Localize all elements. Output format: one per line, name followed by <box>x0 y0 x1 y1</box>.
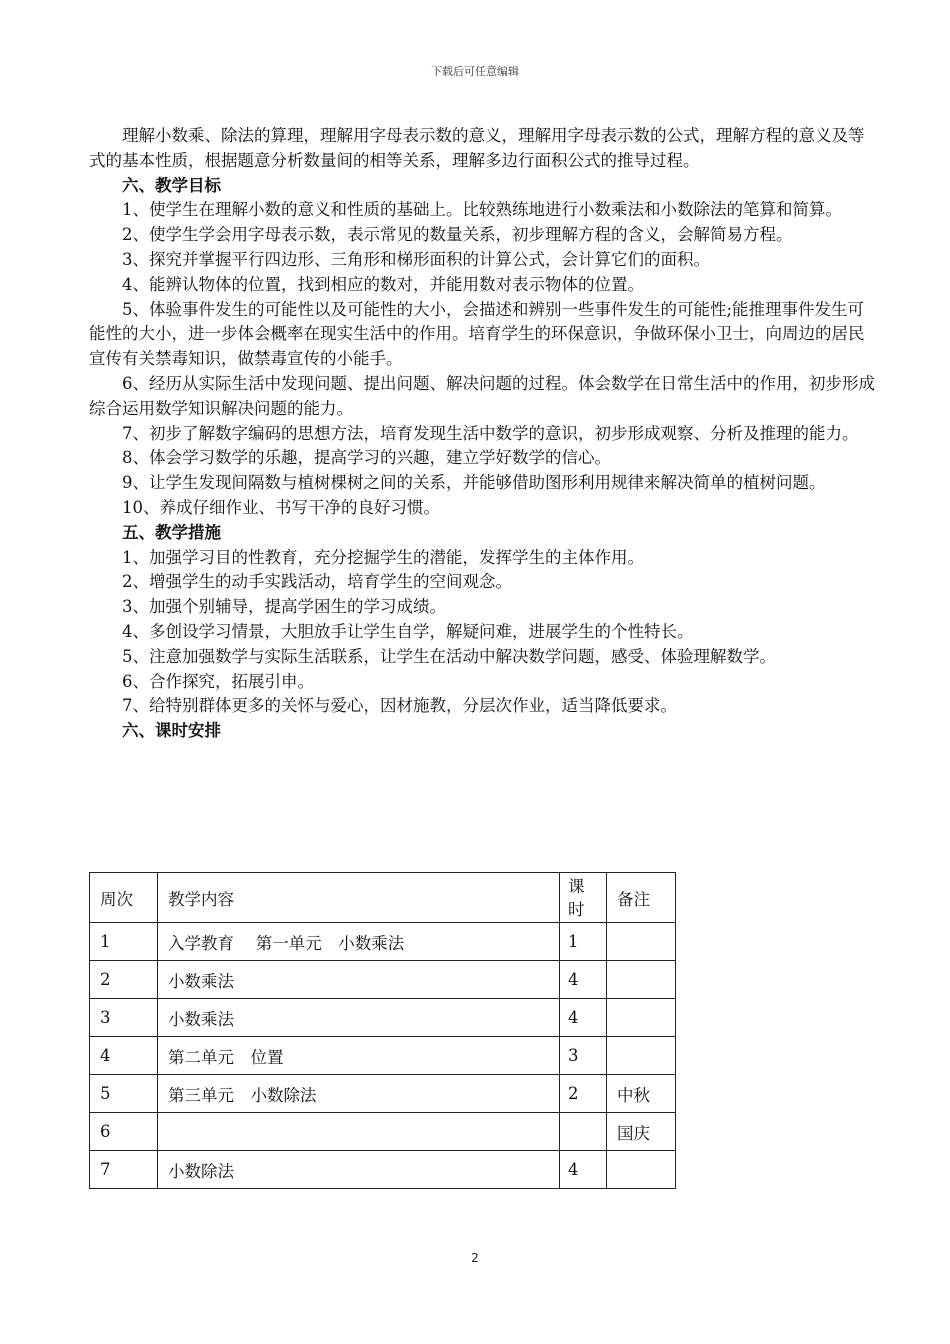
page-number: 2 <box>471 1251 479 1265</box>
goal-item: 10、养成仔细作业、书写干净的良好习惯。 <box>122 497 440 517</box>
cell-content: 小数乘法 <box>158 961 560 999</box>
cell-notes <box>607 961 676 999</box>
header-week: 周次 <box>90 873 158 923</box>
goal-item: 9、让学生发现间隔数与植树棵树之间的关系，并能够借助图形利用规律来解决简单的植树问题。 <box>122 473 826 493</box>
cell-notes <box>607 923 676 961</box>
table-row <box>90 961 676 999</box>
cell-hours <box>560 1113 607 1151</box>
goal-item: 8、体会学习数学的乐趣，提高学习的兴趣，建立学好数学的信心。 <box>122 448 611 468</box>
cell-hours: 4 <box>560 1151 607 1189</box>
measure-item: 3、加强个别辅导，提高学困生的学习成绩。 <box>122 597 446 617</box>
table-row <box>90 1151 676 1189</box>
cell-week: 3 <box>90 999 158 1037</box>
cell-hours: 4 <box>560 961 607 999</box>
cell-week: 7 <box>90 1151 158 1189</box>
cell-content: 第三单元 小数除法 <box>158 1075 560 1113</box>
measure-item: 1、加强学习目的性教育，充分挖掘学生的潜能，发挥学生的主体作用。 <box>122 547 644 567</box>
table-row <box>90 1113 676 1151</box>
page-header: 下载后可任意编辑 <box>431 65 519 78</box>
cell-content: 小数除法 <box>158 1151 560 1189</box>
header-content: 教学内容 <box>158 873 560 923</box>
table-row <box>90 923 676 961</box>
cell-week: 2 <box>90 961 158 999</box>
cell-notes: 中秋 <box>607 1075 676 1113</box>
cell-notes <box>607 1037 676 1075</box>
cell-week: 5 <box>90 1075 158 1113</box>
cell-hours: 4 <box>560 999 607 1037</box>
measure-item: 7、给特别群体更多的关怀与爱心，因材施教，分层次作业，适当降低要求。 <box>122 696 677 716</box>
goal-item: 5、体验事件发生的可能性以及可能性的大小，会描述和辨别一些事件发生的可能性;能推理事件发生可能性的大小，进一步体会概率在现实生活中的作用。培育学生的环保意识，争做环保小卫士，向周边的居民宣传有关禁毒知识，做禁毒宣传的小能手。 <box>89 299 865 369</box>
cell-notes: 国庆 <box>607 1113 676 1151</box>
header-notes: 备注 <box>607 873 676 923</box>
table-row <box>90 1075 676 1113</box>
cell-hours: 2 <box>560 1075 607 1113</box>
document-body <box>89 124 879 744</box>
measure-item: 2、增强学生的动手实践活动，培育学生的空间观念。 <box>122 572 512 592</box>
cell-hours: 1 <box>560 923 607 961</box>
intro-paragraph: 理解小数乘、除法的算理，理解用字母表示数的意义，理解用字母表示数的公式，理解方程的意义及等式的基本性质，根据题意分析数量间的相等关系，理解多边行面积公式的推导过程。 <box>89 126 865 170</box>
goal-item: 7、初步了解数字编码的思想方法，培育发现生活中数学的意识，初步形成观察、分析及推理的能力。 <box>122 423 859 443</box>
schedule-table-wrapper <box>0 868 676 1189</box>
cell-content: 第二单元 位置 <box>158 1037 560 1075</box>
cell-notes <box>607 1151 676 1189</box>
header-hours: 课时 <box>560 873 607 923</box>
goal-item: 4、能辨认物体的位置，找到相应的数对，并能用数对表示物体的位置。 <box>122 274 644 294</box>
measure-item: 4、多创设学习情景，大胆放手让学生自学，解疑问难，进展学生的个性特长。 <box>122 621 694 641</box>
goal-item: 3、探究并掌握平行四边形、三角形和梯形面积的计算公式，会计算它们的面积。 <box>122 249 710 269</box>
measures-heading: 五、教学措施 <box>122 522 221 542</box>
goal-item: 1、使学生在理解小数的意义和性质的基础上。比较熟练地进行小数乘法和小数除法的笔算和简算。 <box>122 200 842 220</box>
table-row <box>90 1037 676 1075</box>
table-row <box>90 999 676 1037</box>
cell-hours: 3 <box>560 1037 607 1075</box>
cell-content: 入学教育 第一单元 小数乘法 <box>158 923 560 961</box>
cell-notes <box>607 999 676 1037</box>
cell-week: 4 <box>90 1037 158 1075</box>
cell-content <box>158 1113 560 1151</box>
schedule-heading: 六、课时安排 <box>122 721 221 741</box>
measure-item: 6、合作探究，拓展引申。 <box>122 671 314 691</box>
cell-content: 小数乘法 <box>158 999 560 1037</box>
schedule-table <box>89 872 676 1189</box>
goal-item: 6、经历从实际生活中发现问题、提出问题、解决问题的过程。体会数学在日常生活中的作用，初步形成综合运用数学知识解决问题的能力。 <box>89 373 875 418</box>
cell-week: 1 <box>90 923 158 961</box>
goals-heading: 六、教学目标 <box>122 175 221 195</box>
table-header-row <box>90 873 676 923</box>
measure-item: 5、注意加强数学与实际生活联系，让学生在活动中解决数学问题，感受、体验理解数学。 <box>122 646 776 666</box>
goal-item: 2、使学生学会用字母表示数，表示常见的数量关系，初步理解方程的含义，会解简易方程。 <box>122 225 793 245</box>
cell-week: 6 <box>90 1113 158 1151</box>
